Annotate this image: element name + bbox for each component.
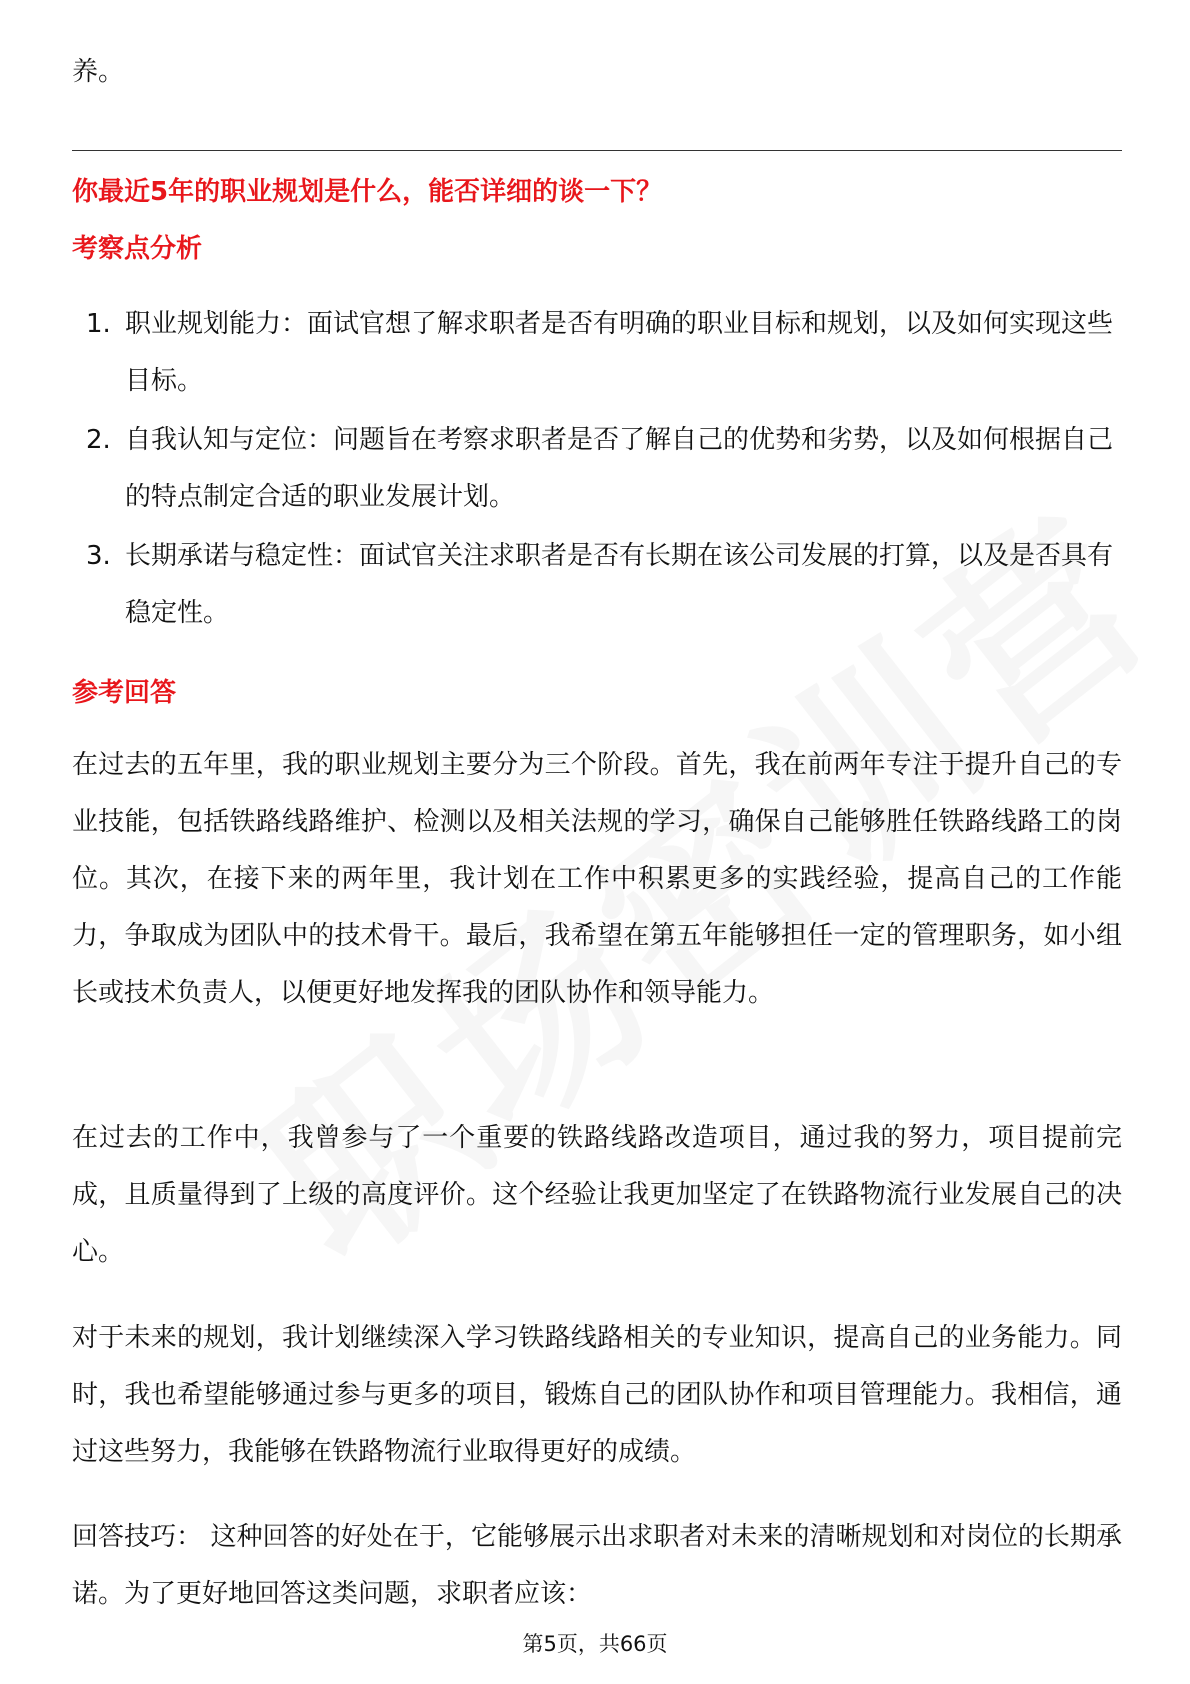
section-divider [72, 150, 1122, 151]
list-item-number: 3. [86, 541, 111, 571]
page-footer: 第5页，共66页 [522, 1632, 668, 1656]
list-item-text: 职业规划能力：面试官想了解求职者是否有明确的职业目标和规划，以及如何实现这些目标。 [125, 309, 1114, 396]
question-heading: 你最近5年的职业规划是什么，能否详细的谈一下？ [72, 177, 663, 207]
answer-paragraph: 在过去的工作中，我曾参与了一个重要的铁路线路改造项目，通过我的努力，项目提前完成，且质量得到了上级的高度评价。这个经验让我更加坚定了在铁路物流行业发展自己的决心。 [72, 1123, 1122, 1267]
answer-tips-paragraph: 回答技巧： 这种回答的好处在于，它能够展示出求职者对未来的清晰规划和对岗位的长期承诺。为了更好地回答这类问题，求职者应该： [72, 1522, 1122, 1609]
list-item [72, 528, 1122, 642]
list-item [72, 412, 1122, 526]
list-item-text: 自我认知与定位：问题旨在考察求职者是否了解自己的优势和劣势，以及如何根据自己的特点制定合适的职业发展计划。 [125, 425, 1114, 512]
answer-heading: 参考回答 [72, 678, 177, 708]
analysis-list [72, 296, 1122, 644]
list-item-text: 长期承诺与稳定性：面试官关注求职者是否有长期在该公司发展的打算，以及是否具有稳定性。 [125, 541, 1114, 628]
answer-paragraph: 在过去的五年里，我的职业规划主要分为三个阶段。首先，我在前两年专注于提升自己的专业技能，包括铁路线路维护、检测以及相关法规的学习，确保自己能够胜任铁路线路工的岗位。其次，在接下来的两年里，我计划在工作中积累更多的实践经验，提高自己的工作能力，争取成为团队中的技术骨干。最后，我希望在第五年能够担任一定的管理职务，如小组长或技术负责人，以便更好地发挥我的团队协作和领导能力。 [72, 750, 1122, 1008]
carry-over-text: 养。 [72, 57, 125, 87]
list-item-number: 1. [86, 309, 111, 339]
list-item [72, 296, 1122, 410]
answer-paragraph: 对于未来的规划，我计划继续深入学习铁路线路相关的专业知识，提高自己的业务能力。同时，我也希望能够通过参与更多的项目，锻炼自己的团队协作和项目管理能力。我相信，通过这些努力，我能够在铁路物流行业取得更好的成绩。 [72, 1323, 1122, 1467]
list-item-number: 2. [86, 425, 111, 455]
analysis-heading: 考察点分析 [72, 234, 203, 264]
